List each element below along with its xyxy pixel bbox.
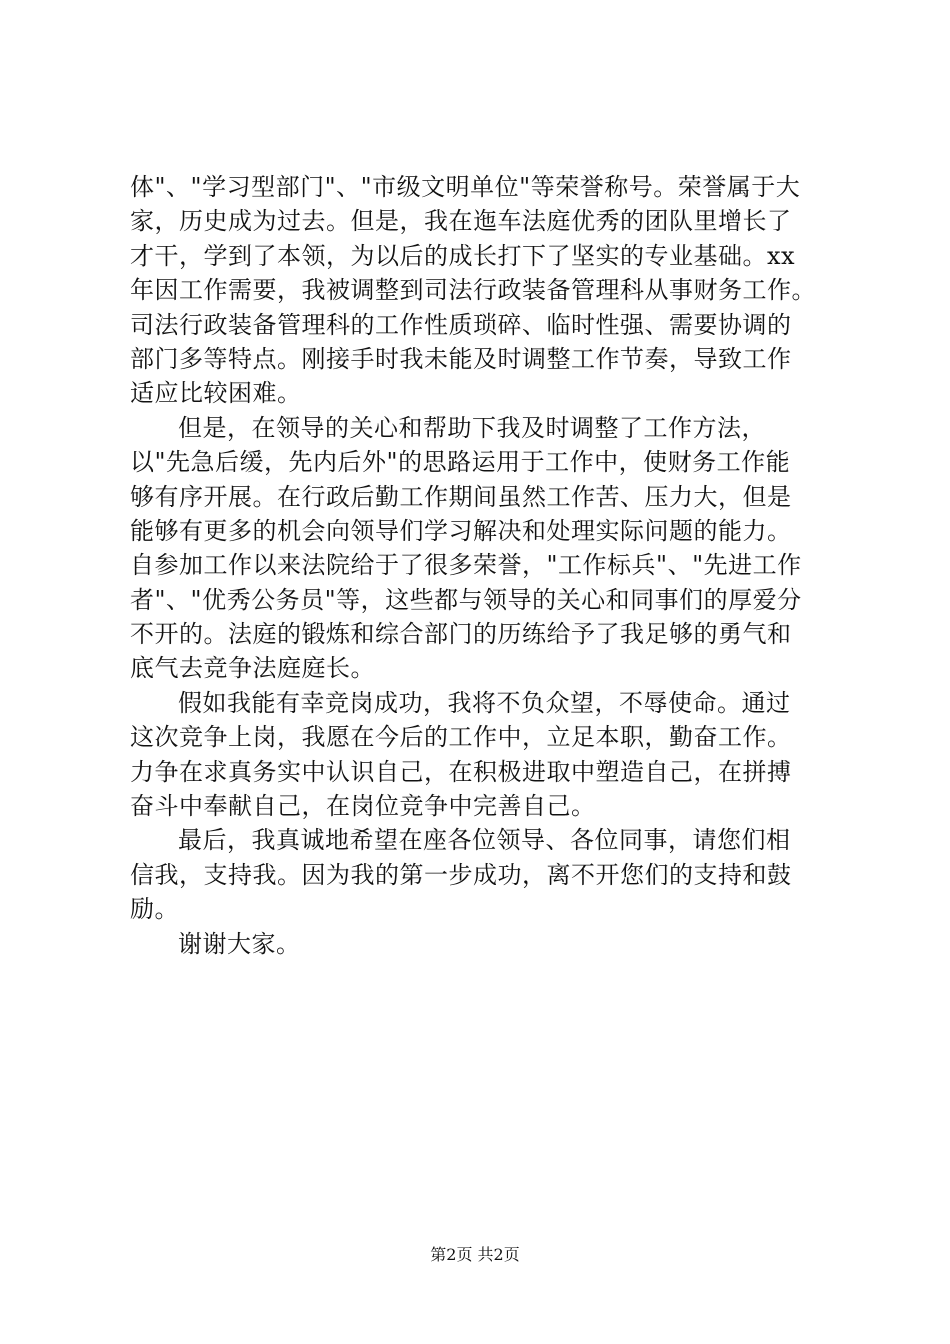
text-line: 家，历史成为过去。但是，我在迤车法庭优秀的团队里增长了: [130, 207, 792, 236]
page-number-footer: 第2页 共2页: [430, 1245, 520, 1264]
closing-line: 谢谢大家。: [178, 929, 301, 958]
text-line: 够有序开展。在行政后勤工作期间虽然工作苦、压力大，但是: [130, 482, 792, 511]
text-line: 励。: [130, 895, 179, 924]
paragraph-start-line: 假如我能有幸竞岗成功，我将不负众望，不辱使命。通过: [178, 688, 791, 717]
paragraph-start-line: 最后，我真诚地希望在座各位领导、各位同事，请您们相: [178, 826, 791, 855]
document-body: [130, 170, 850, 961]
text-line: 能够有更多的机会向领导们学习解决和处理实际问题的能力。: [130, 516, 792, 545]
text-line: 这次竞争上岗，我愿在今后的工作中，立足本职，勤奋工作。: [130, 723, 792, 752]
text-line: 才干，学到了本领，为以后的成长打下了坚实的专业基础。xx: [130, 241, 796, 270]
text-line: 体"、"学习型部门"、"市级文明单位"等荣誉称号。荣誉属于大: [130, 173, 801, 201]
text-line: 年因工作需要，我被调整到司法行政装备管理科从事财务工作。: [130, 276, 816, 305]
text-line: 部门多等特点。刚接手时我未能及时调整工作节奏，导致工作: [130, 344, 792, 373]
text-line: 力争在求真务实中认识自己，在积极进取中塑造自己，在拼搏: [130, 757, 792, 786]
text-line: 不开的。法庭的锻炼和综合部门的历练给予了我足够的勇气和: [130, 620, 792, 649]
text-line: 以"先急后缓，先内后外"的思路运用于工作中，使财务工作能: [130, 448, 791, 477]
text-line: 底气去竞争法庭庭长。: [130, 654, 375, 683]
text-line: 奋斗中奉献自己，在岗位竞争中完善自己。: [130, 792, 596, 821]
text-line: 适应比较困难。: [130, 379, 302, 408]
text-line: 信我，支持我。因为我的第一步成功，离不开您们的支持和鼓: [130, 860, 792, 889]
text-line: 者"、"优秀公务员"等，这些都与领导的关心和同事们的厚爱分: [130, 585, 802, 614]
text-line: 自参加工作以来法院给于了很多荣誉，"工作标兵"、"先进工作: [130, 551, 802, 580]
paragraph-start-line: 但是，在领导的关心和帮助下我及时调整了工作方法，: [178, 413, 766, 442]
text-line: 司法行政装备管理科的工作性质琐碎、临时性强、需要协调的: [130, 310, 792, 339]
